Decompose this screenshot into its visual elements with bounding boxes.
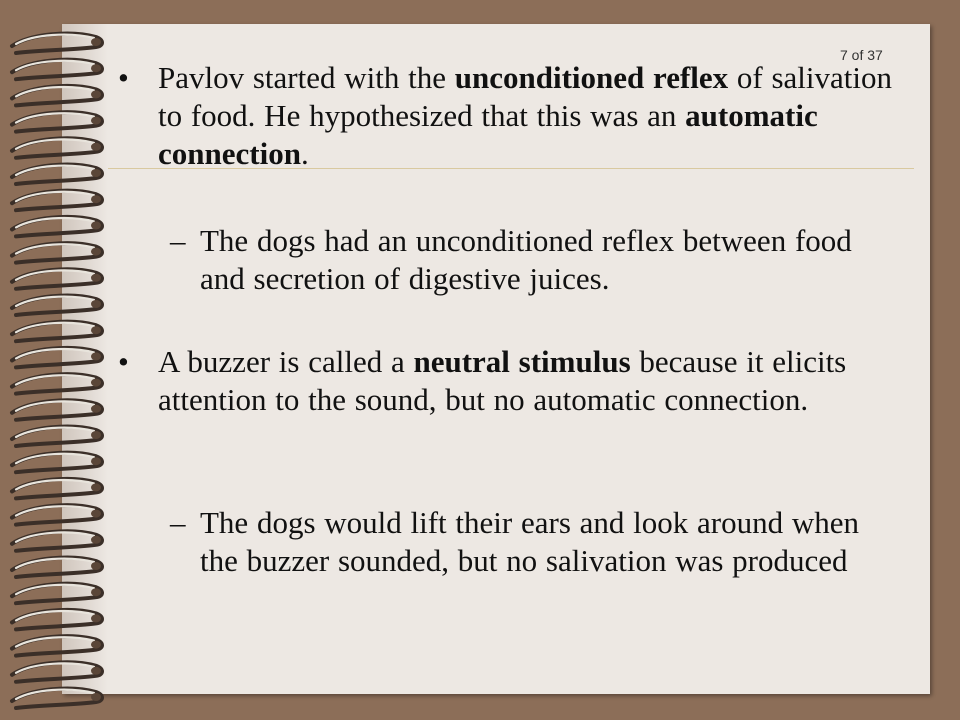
bullet-marker: • [118, 344, 129, 379]
text-segment: of salivation to food. He hypothesized that this was an [158, 60, 893, 133]
text-segment: Pavlov started with the [158, 60, 455, 95]
text-segment: . [300, 136, 309, 171]
page-number: 7 of 37 [840, 47, 883, 63]
sub-bullet-marker: – [170, 223, 186, 258]
sub-bullet-marker: – [170, 505, 186, 540]
text-segment: A buzzer is called a [158, 344, 414, 379]
text-segment: The dogs would lift their ears and look around when the buzzer sounded, but no salivation was produced [200, 505, 859, 578]
text-segment: The dogs had an unconditioned reflex between food and secretion of digestive juices. [200, 223, 852, 296]
text-segment: because it elicits attention to the sound, but no automatic connection. [158, 344, 847, 417]
key-term: unconditioned reflex [454, 60, 729, 95]
bullet-marker: • [118, 60, 129, 95]
key-term: neutral stimulus [413, 344, 631, 379]
sub-bullet-text-2 [200, 504, 900, 580]
bullet-text-1 [158, 59, 898, 173]
sub-bullet-text-1 [200, 222, 900, 298]
key-term: automatic connection [158, 98, 818, 171]
bullet-text-2 [158, 343, 898, 419]
